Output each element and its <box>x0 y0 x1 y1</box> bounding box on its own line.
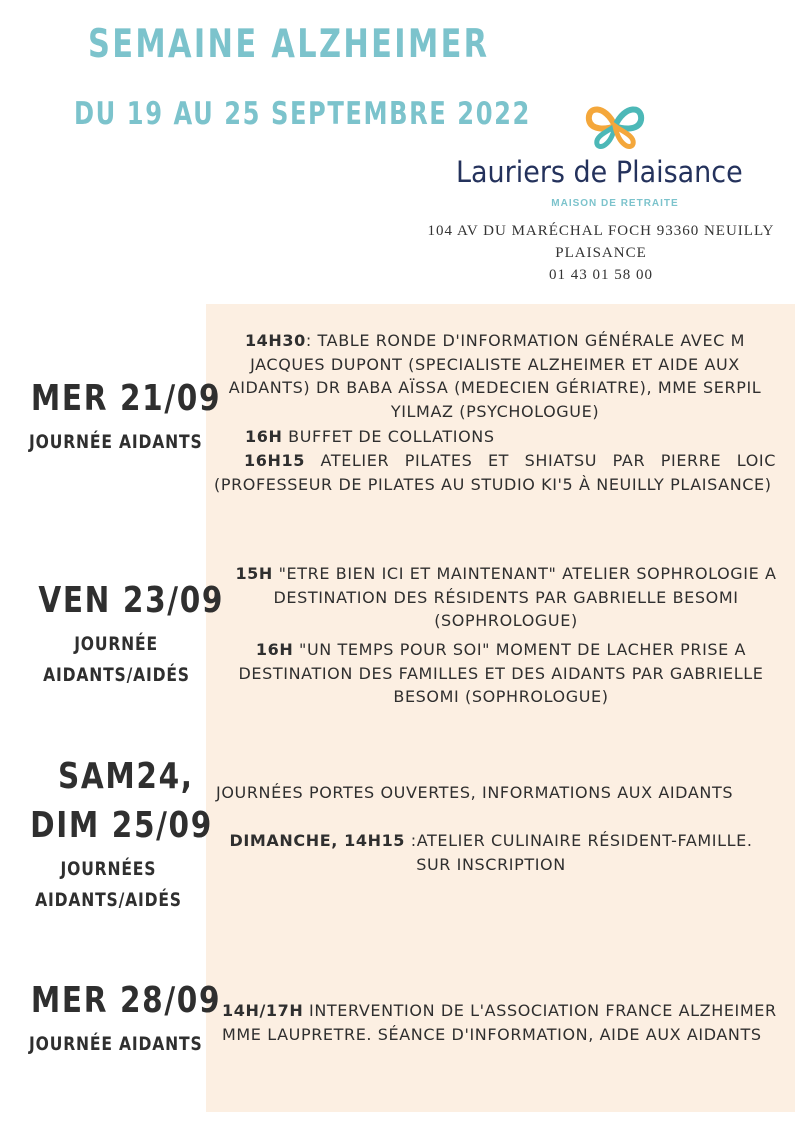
day-label: JOURNÉE AIDANTS <box>29 1033 203 1055</box>
day-wed-28 <box>10 980 222 1060</box>
event-text: ATELIER PILATES ET SHIATSU PAR PIERRE LOIC (PROFESSEUR DE PILATES AU STUDIO KI'5 À NEUILLY PLAISANCE) <box>214 451 777 494</box>
event-text: JOURNÉES PORTES OUVERTES, INFORMATIONS AUX AIDANTS <box>216 783 734 802</box>
event-item <box>214 449 776 496</box>
day-fri-23 <box>18 580 225 691</box>
event-title: SEMAINE ALZHEIMER <box>88 22 490 67</box>
day-label: AIDANTS/AIDÉS <box>34 889 182 911</box>
event-item <box>226 562 786 633</box>
phone-number: 01 43 01 58 00 <box>549 267 653 283</box>
event-text: "UN TEMPS POUR SOI" MOMENT DE LACHER PRISE A DESTINATION DES FAMILLES ET DES AIDANTS PAR GABRIELLE BESOMI (SOPHROLOGUE) <box>238 640 764 706</box>
event-text: BUFFET DE COLLATIONS <box>288 427 495 446</box>
day-label: JOURNÉES <box>60 858 156 880</box>
day-label: JOURNÉE <box>74 633 158 655</box>
event-item <box>214 329 776 423</box>
event-time: 14H/17H <box>222 1001 304 1020</box>
day-date: MER 28/09 <box>30 980 222 1021</box>
contact-block <box>420 220 782 286</box>
brand-name: Lauriers de Plaisance <box>456 155 743 189</box>
event-item <box>226 829 756 876</box>
day-label: JOURNÉE AIDANTS <box>29 431 203 453</box>
address-line-1: 104 AV DU MARÉCHAL FOCH 93360 NEUILLY <box>427 223 775 239</box>
day-sat-sun-24-25 <box>10 756 213 916</box>
event-dates: DU 19 AU 25 SEPTEMBRE 2022 <box>74 96 531 132</box>
day-label: AIDANTS/AIDÉS <box>42 664 190 686</box>
event-time: DIMANCHE, 14H15 <box>229 831 406 850</box>
brand-tagline: MAISON DE RETRAITE <box>551 198 679 209</box>
day-date: MER 21/09 <box>30 378 222 419</box>
event-text: : TABLE RONDE D'INFORMATION GÉNÉRALE AVEC M JACQUES DUPONT (SPECIALISTE ALZHEIMER ET AIDE AUX AIDANTS) DR BABA AÏSSA (MEDECIEN GÉRIATRE), MME SERPIL YILMAZ (PSYCHOLOGUE) <box>228 331 762 421</box>
event-time: 16H <box>245 427 283 446</box>
event-item <box>222 999 792 1046</box>
day-date: VEN 23/09 <box>38 580 225 621</box>
event-text: "ETRE BIEN ICI ET MAINTENANT" ATELIER SOPHROLOGIE A DESTINATION DES RÉSIDENTS PAR GABRIELLE BESOMI (SOPHROLOGUE) <box>273 564 777 630</box>
day-date: DIM 25/09 <box>30 805 213 846</box>
event-time: 16H <box>255 640 294 659</box>
event-item <box>216 781 786 805</box>
event-text: :ATELIER CULINAIRE RÉSIDENT-FAMILLE. SUR INSCRIPTION <box>410 831 753 874</box>
event-time: 16H15 <box>244 451 305 470</box>
day-date: SAM24, <box>58 756 194 797</box>
event-item <box>220 638 782 709</box>
butterfly-logo-icon <box>583 100 647 152</box>
event-time: 15H <box>235 564 273 583</box>
address-line-2: PLAISANCE <box>555 245 647 261</box>
event-item <box>245 425 775 449</box>
event-text: INTERVENTION DE L'ASSOCIATION FRANCE ALZHEIMER MME LAUPRETRE. SÉANCE D'INFORMATION, AIDE AUX AIDANTS <box>222 1001 777 1044</box>
day-wed-21 <box>10 378 222 458</box>
event-time: 14H30 <box>244 331 306 350</box>
